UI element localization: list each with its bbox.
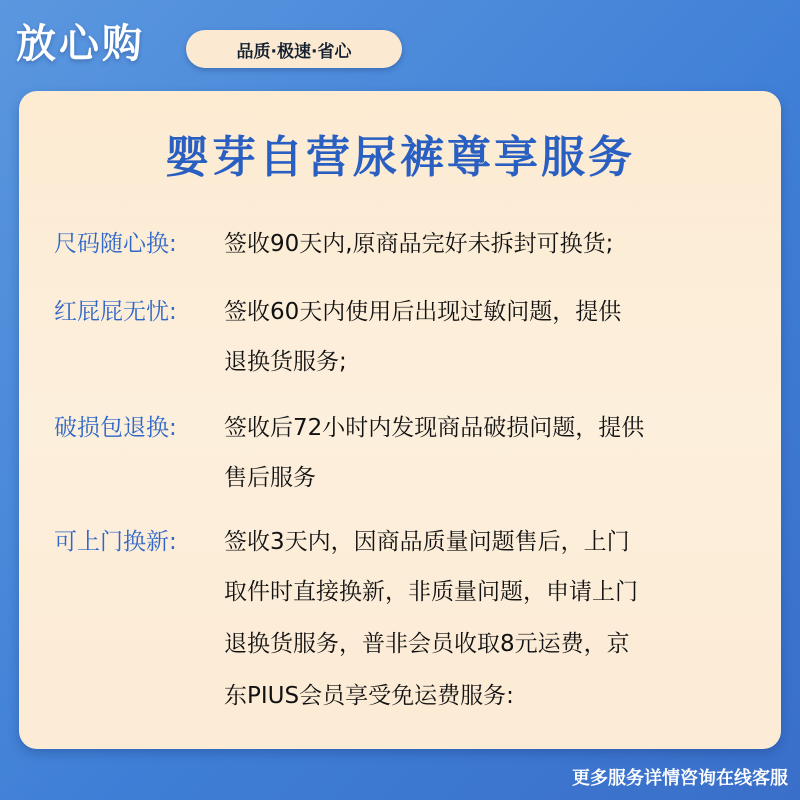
tagline-badge: 品质·极速·省心 — [186, 30, 402, 68]
footer-customer-service-note: 更多服务详情咨询在线客服 — [572, 768, 788, 789]
service-item-label: 尺码随心换: — [54, 231, 177, 257]
service-item-label: 红屁屁无忧: — [54, 299, 177, 325]
service-item-desc-line: 退换货服务; — [224, 349, 347, 375]
service-item-desc-line: 退换货服务，普非会员收取8元运费，京 — [224, 631, 630, 657]
card-title: 婴芽自营尿裤尊享服务 — [165, 132, 635, 183]
service-item-desc-line: 售后服务 — [224, 465, 316, 491]
brand-logo-text: 放心购 — [16, 21, 145, 67]
service-item-desc-line: 签收90天内,原商品完好未拆封可换货; — [224, 231, 614, 257]
service-item-desc-line: 东PIUS会员享受免运费服务: — [224, 683, 514, 709]
service-item-label: 可上门换新: — [54, 529, 177, 555]
service-item-desc-line: 签收3天内，因商品质量问题售后，上门 — [224, 529, 630, 555]
service-item-label: 破损包退换: — [54, 415, 177, 441]
service-item-desc-line: 取件时直接换新，非质量问题，申请上门 — [224, 579, 638, 605]
service-item-desc-line: 签收60天内使用后出现过敏问题，提供 — [224, 299, 622, 325]
service-item-desc-line: 签收后72小时内发现商品破损问题，提供 — [224, 415, 645, 441]
